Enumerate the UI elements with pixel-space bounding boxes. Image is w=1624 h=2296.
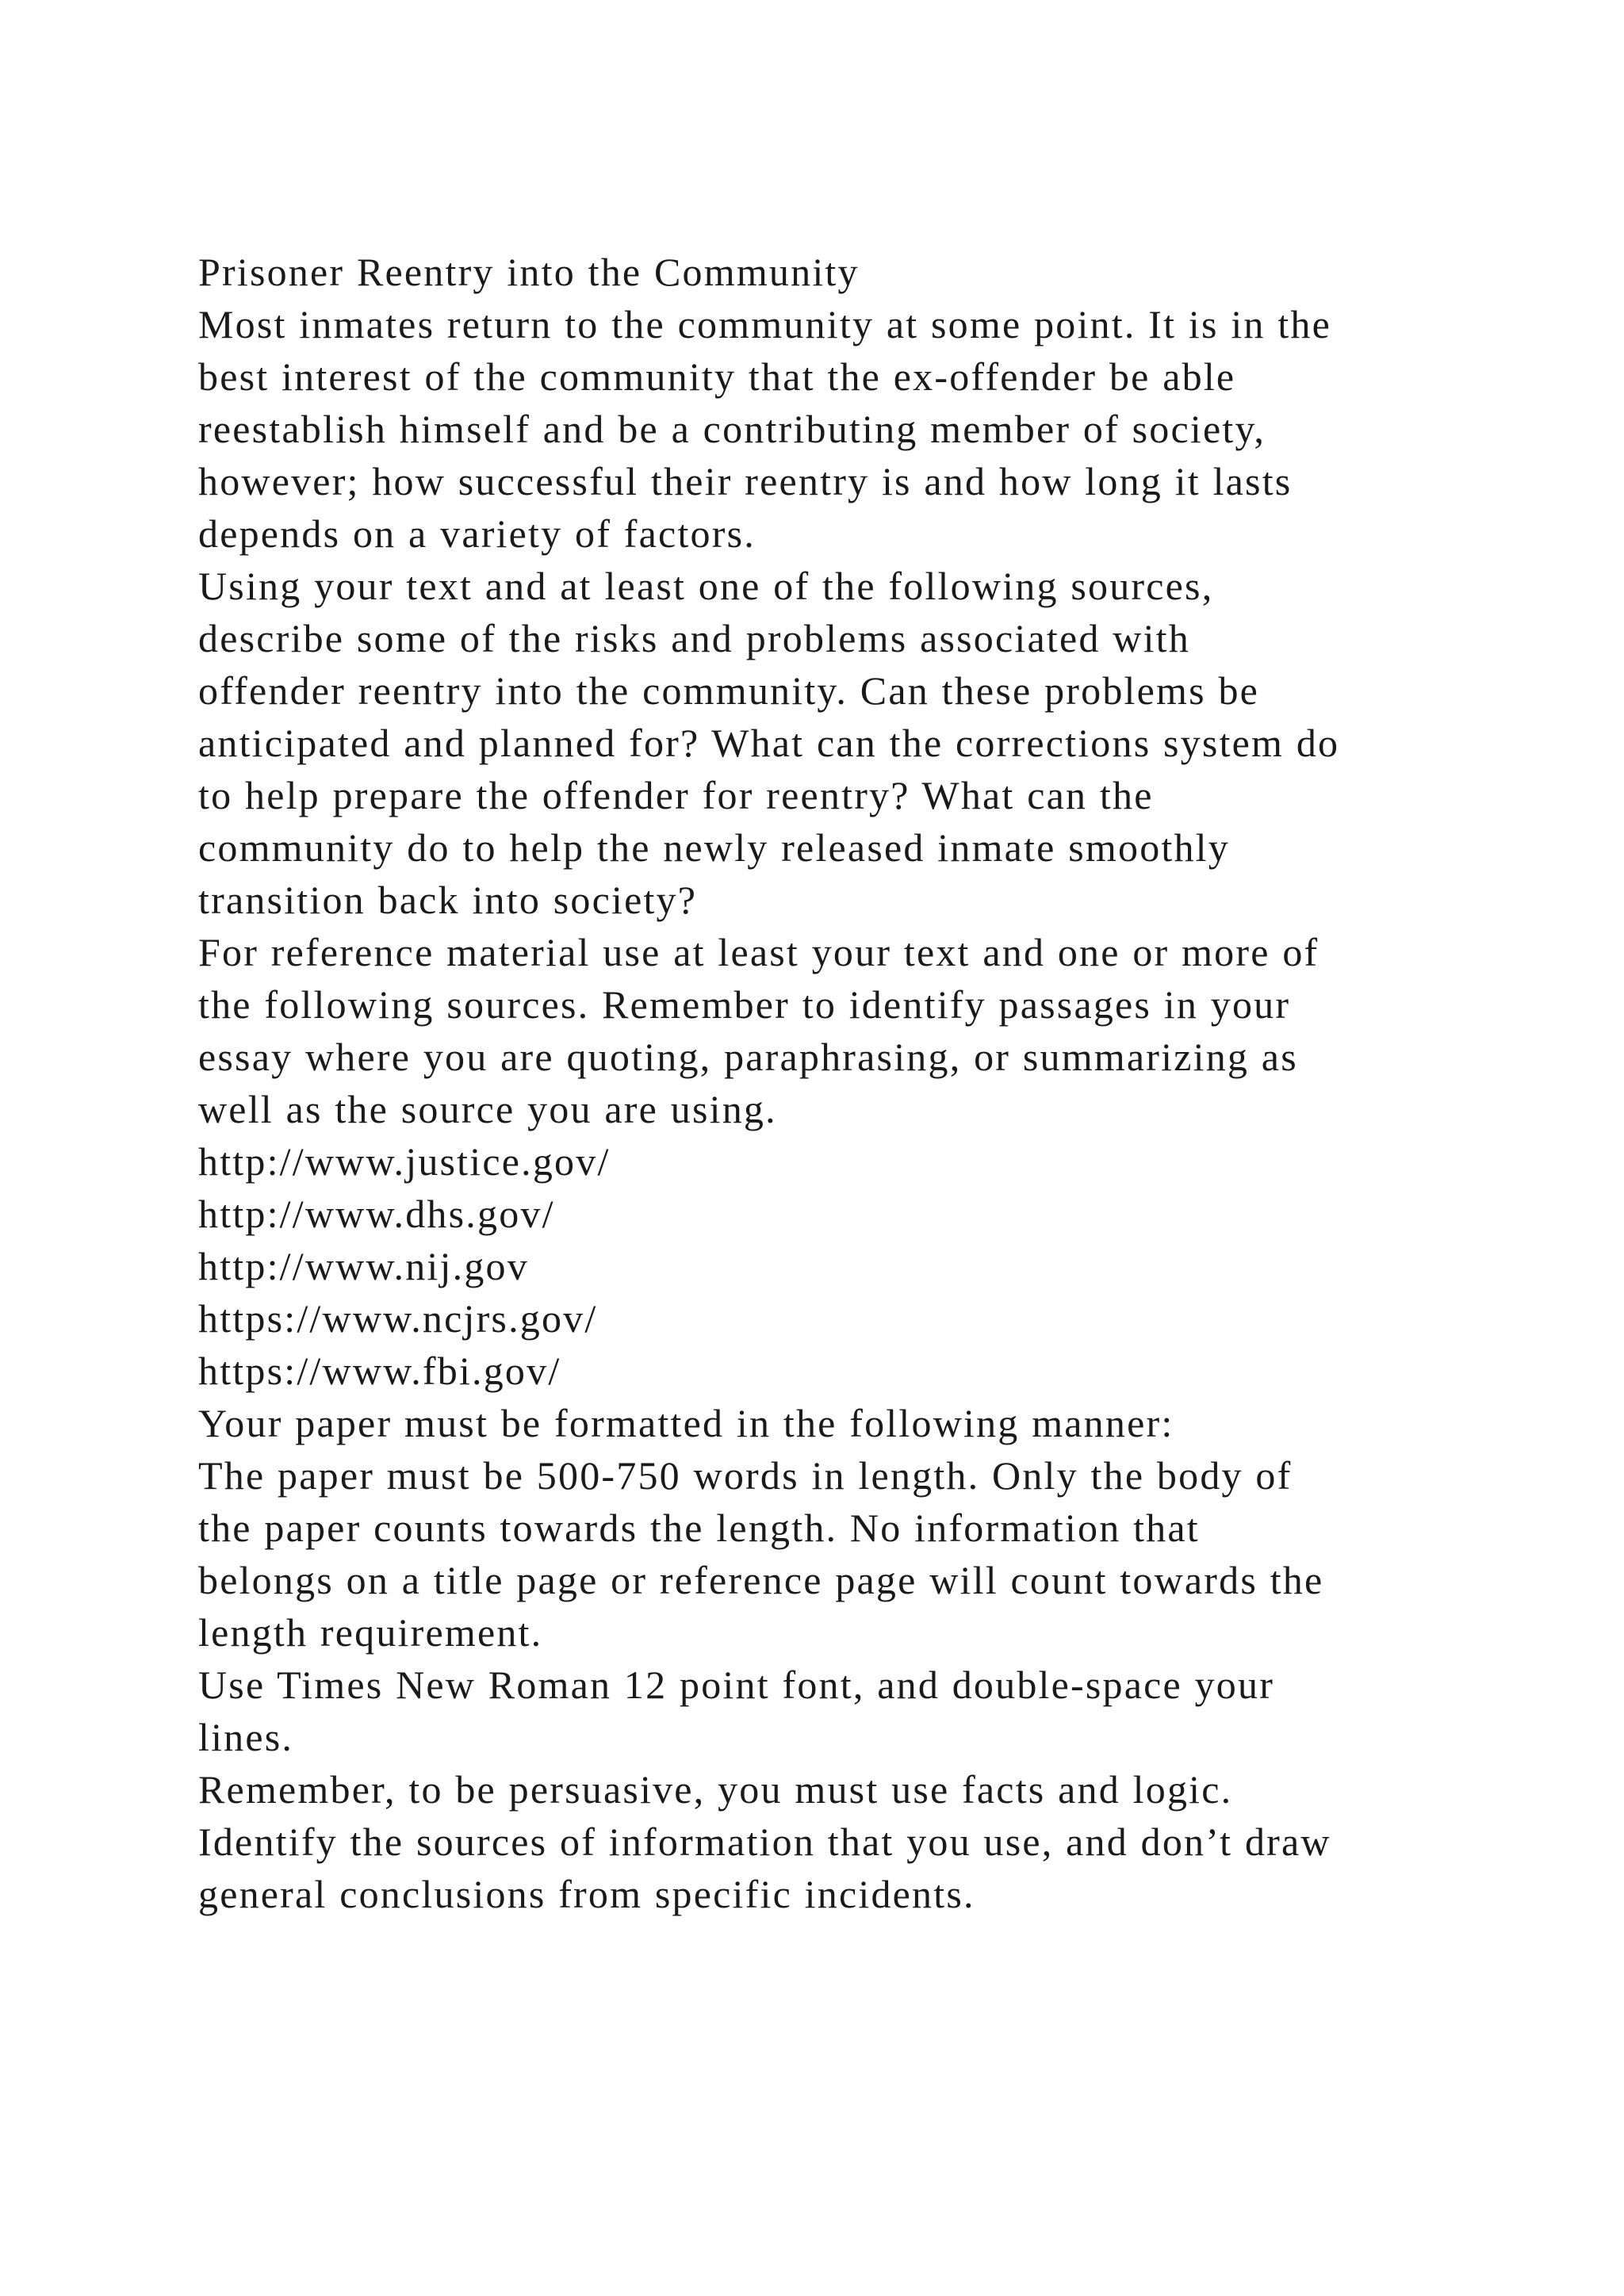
format-requirement-line: The paper must be 500-750 words in length. Only the body of bbox=[198, 1453, 1293, 1498]
format-requirement-line: length requirement. bbox=[198, 1610, 543, 1655]
format-requirement-line: the paper counts towards the length. No information that bbox=[198, 1506, 1200, 1550]
prompt-paragraph-line: community do to help the newly released inmate smoothly bbox=[198, 825, 1230, 870]
reference-paragraph-line: essay where you are quoting, paraphrasing, or summarizing as bbox=[198, 1035, 1298, 1079]
source-url: http://www.nij.gov bbox=[198, 1244, 529, 1288]
closing-note-line: Remember, to be persuasive, you must use facts and logic. bbox=[198, 1767, 1233, 1812]
prompt-paragraph-line: to help prepare the offender for reentry? What can the bbox=[198, 773, 1154, 817]
intro-paragraph-line: reestablish himself and be a contributing member of society, bbox=[198, 407, 1266, 451]
closing-note-line: general conclusions from specific incidents. bbox=[198, 1872, 975, 1916]
prompt-paragraph-line: transition back into society? bbox=[198, 878, 698, 922]
reference-paragraph-line: the following sources. Remember to identify passages in your bbox=[198, 982, 1291, 1027]
format-heading: Your paper must be formatted in the following manner: bbox=[198, 1401, 1174, 1445]
source-url: http://www.dhs.gov/ bbox=[198, 1192, 555, 1236]
prompt-paragraph-line: anticipated and planned for? What can the corrections system do bbox=[198, 721, 1340, 765]
intro-paragraph-line: best interest of the community that the ex-offender be able bbox=[198, 354, 1236, 399]
document-title: Prisoner Reentry into the Community bbox=[198, 250, 860, 294]
source-url: http://www.justice.gov/ bbox=[198, 1139, 611, 1184]
reference-paragraph-line: For reference material use at least your text and one or more of bbox=[198, 930, 1320, 974]
document-body bbox=[198, 246, 1435, 1920]
font-requirement-line: Use Times New Roman 12 point font, and double-space your bbox=[198, 1663, 1275, 1707]
intro-paragraph-line: depends on a variety of factors. bbox=[198, 511, 756, 556]
source-url: https://www.ncjrs.gov/ bbox=[198, 1296, 598, 1341]
closing-note-line: Identify the sources of information that you use, and don’t draw bbox=[198, 1820, 1331, 1864]
font-requirement-line: lines. bbox=[198, 1715, 294, 1759]
reference-paragraph-line: well as the source you are using. bbox=[198, 1087, 777, 1131]
prompt-paragraph-line: describe some of the risks and problems associated with bbox=[198, 616, 1190, 660]
intro-paragraph-line: however; how successful their reentry is and how long it lasts bbox=[198, 459, 1293, 503]
format-requirement-line: belongs on a title page or reference page will count towards the bbox=[198, 1558, 1324, 1602]
prompt-paragraph-line: Using your text and at least one of the following sources, bbox=[198, 564, 1214, 608]
prompt-paragraph-line: offender reentry into the community. Can these problems be bbox=[198, 668, 1260, 713]
intro-paragraph-line: Most inmates return to the community at some point. It is in the bbox=[198, 302, 1332, 346]
source-url: https://www.fbi.gov/ bbox=[198, 1349, 561, 1393]
